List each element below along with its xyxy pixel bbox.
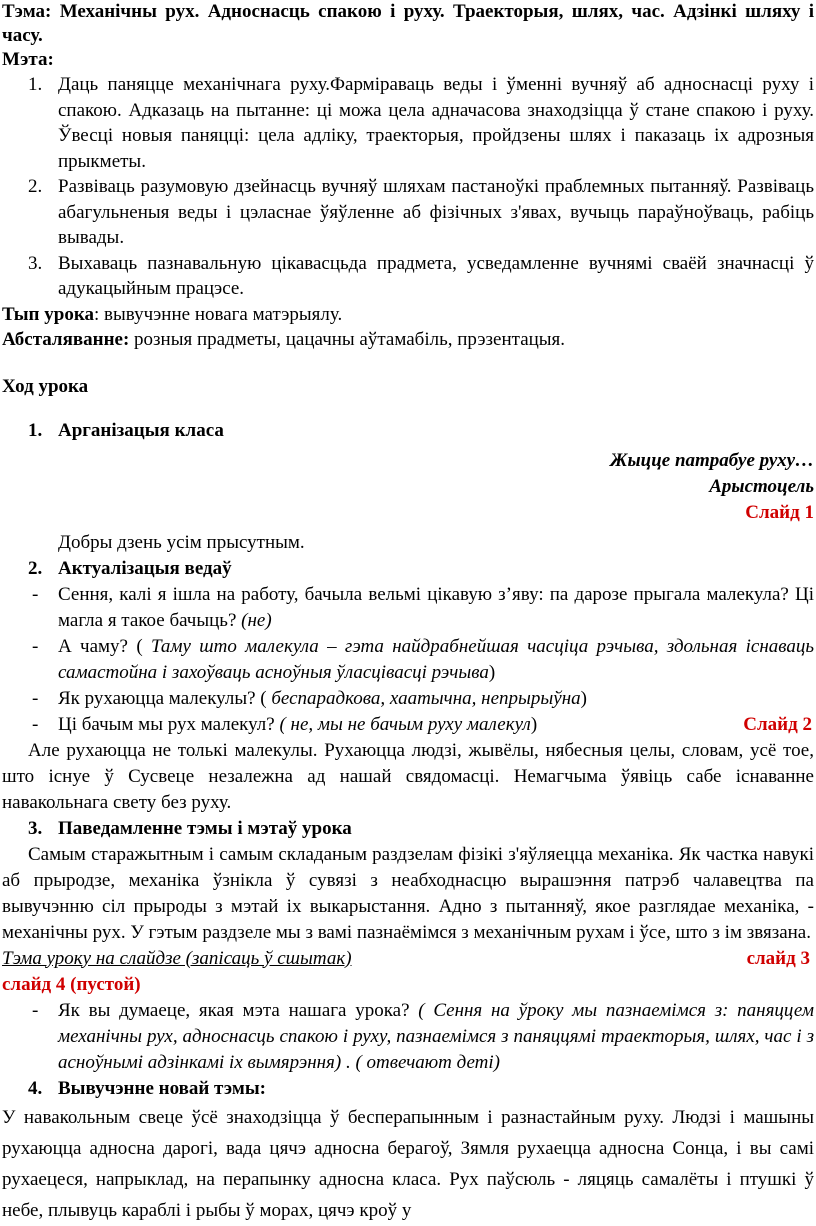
section-number: 3. — [28, 817, 43, 839]
equipment-label: Абсталяванне: — [2, 328, 130, 350]
equipment-text: розныя прадметы, цацачны аўтамабіль, прэзентацыя. — [129, 328, 566, 350]
question-item — [2, 998, 814, 1076]
slide-note: Тэма уроку на слайдзе (запісаць ў сшытак) — [2, 947, 352, 969]
section-1-heading — [2, 418, 814, 444]
closing-paren: ) — [580, 687, 587, 709]
greeting: Добры дзень усім прысутным. — [58, 531, 305, 553]
question-text: Як вы думаеце, якая мэта нашага урока? — [58, 999, 419, 1021]
question-item — [2, 712, 814, 738]
answer-text: беспарадкова, хаатычна, непрырыўна — [271, 687, 581, 709]
goals-list — [2, 72, 814, 302]
answer-text: (не) — [241, 609, 272, 631]
goal-number: 3. — [28, 252, 43, 274]
goal-text: Даць паняцце механічнага руху.Фарміраваць веды і ўменні вучняў аб адноснасці руху і спакою. Адказаць на пытанне: ці можа цела адначасова знаходзіцца ў стане спакою і руху. Ўвесці новыя паняцці: цела адліку, траекторыя, пройдзены шлях і паказаць іх адрозныя прыкметы. — [58, 74, 814, 172]
slide-4-label: слайд 4 (пустой) — [2, 973, 141, 995]
question-item — [2, 634, 814, 686]
topic-line — [2, 0, 814, 48]
question-text: А чаму? ( — [58, 635, 151, 657]
topic-text: Механічны рух. Адноснасць спакою і руху. Траекторыя, шлях, час. Адзінкі шляху і часу. — [2, 1, 815, 46]
goal-number: 2. — [28, 176, 43, 197]
section-title: Арганізацыя класа — [58, 419, 224, 441]
goal-item — [2, 174, 814, 251]
goal-number: 1. — [28, 74, 43, 95]
slide-note-line — [2, 946, 814, 972]
lesson-type-line — [2, 302, 814, 327]
section-number: 4. — [28, 1077, 43, 1099]
course-heading: Ход урока — [2, 375, 89, 397]
dash-marker: - — [32, 713, 39, 735]
section-2-paragraph: Але рухаюцца не толькі малекулы. Рухаюцца людзі, жывёлы, нябесныя целы, словам, усё тое, што існуе ў Сусвеце незалежна ад нашай свядомасці. Немагчыма ўявіць сабе існаванне навакольнага свету без руху. — [2, 739, 814, 813]
question-body — [58, 712, 537, 738]
answer-text: ( Сення на ўроку мы пазнаемімся з: паняццем механічны рух, адноснасць спакою і руху, пазнаемімся з паняццямі траекторыя, шлях, час і з асноўнымі адзінкамі іх вымярэння) . ( отвечают деті) — [58, 999, 814, 1073]
goals-label: Мэта: — [2, 49, 54, 70]
answer-text: ( не, мы не бачым руху малекул — [279, 713, 531, 735]
question-text: Ці бачым мы рух малекул? — [58, 713, 280, 735]
question-item — [2, 686, 814, 712]
goal-text: Выхаваць пазнавальную цікавасцьда прадмета, усведамленне вучнямі сваёй значнасці ў адукацыйным працэсе. — [58, 252, 814, 299]
epigraph: Жыцце патрабуе руху… — [610, 449, 814, 471]
closing-paren: ) — [488, 661, 496, 683]
section-number: 1. — [28, 419, 43, 441]
lesson-type-text: : вывучэнне новага матэрыялу. — [94, 303, 343, 325]
dash-marker: - — [32, 583, 39, 605]
slide-3-label: слайд 3 — [746, 947, 810, 969]
lesson-type-label: Тып урока — [2, 303, 94, 325]
question-text: Як рухаюцца малекулы? ( — [58, 687, 272, 709]
section-2-heading — [2, 556, 814, 582]
question-item — [2, 582, 814, 634]
section-title: Вывучэнне новай тэмы: — [58, 1077, 267, 1099]
dash-marker: - — [32, 635, 39, 657]
section-4-paragraph: У навакольным свеце ўсё знаходзіцца ў бесперапынным і разнастайным руху. Людзі і машыны рухаюцца адносна дарогі, вада цячэ адносна берагоў, Зямля рухаецца адносна Сонца, і вы самі рухаецеся, напрыклад, на перапынку адносна класа. Рух паўсюль - ляцяць самалёты і птушкі ў небе, плывуць караблі і рыбы ў морах, цячэ кроў у — [2, 1106, 814, 1221]
dash-marker: - — [32, 687, 39, 709]
goal-text: Развіваць разумовую дзейнасць вучняў шляхам пастаноўкі праблемных пытанняў. Развіваць абагульненыя веды і цэласнае ўяўленне аб фізічных з'явах, вучыць параўноўваць, рабіць вывады. — [58, 176, 814, 248]
section-4-heading — [2, 1076, 814, 1102]
answer-text: Таму што малекула – гэта найдрабнейшая часціца рэчыва, здольная існаваць самастойна і захоўваць асноўныя ўласцівасці рэчыва — [58, 635, 815, 683]
goal-item — [2, 251, 814, 302]
section-3-paragraph: Самым старажытным і самым складаным раздзелам фізікі з'яўляецца механіка. Як частка навукі аб прыродзе, механіка ўзнікла ў сувязі з неабходнасцю вырашэння патрэб чалавецтва па вывучэнню сіл прыроды з мэтай іх выкарыстання. Адно з пытанняў, якое разглядае механіка, - механічны рух. У гэтым раздзеле мы з вамі пазнаёмімся з механічным рухам і ўсе, што з ім звязана. — [2, 843, 814, 943]
section-title: Актуалізацыя ведаў — [58, 557, 232, 579]
question-text: Сення, калі я ішла на работу, бачыла вельмі цікавую з’яву: па дарозе прыгала малекула? Ці магла я такое бачыць? — [58, 583, 814, 631]
section-3-heading — [2, 816, 814, 842]
epigraph-author: Арыстоцель — [709, 475, 814, 497]
goal-item — [2, 72, 814, 174]
section-number: 2. — [28, 557, 43, 579]
equipment-line — [2, 327, 814, 352]
topic-label: Тэма: — [2, 1, 52, 22]
slide-2-label: Слайд 2 — [743, 713, 812, 735]
section-title: Паведамленне тэмы і мэтаў урока — [58, 817, 352, 839]
dash-marker: - — [32, 999, 39, 1021]
slide-1-label: Слайд 1 — [745, 501, 814, 523]
closing-paren: ) — [530, 713, 538, 735]
